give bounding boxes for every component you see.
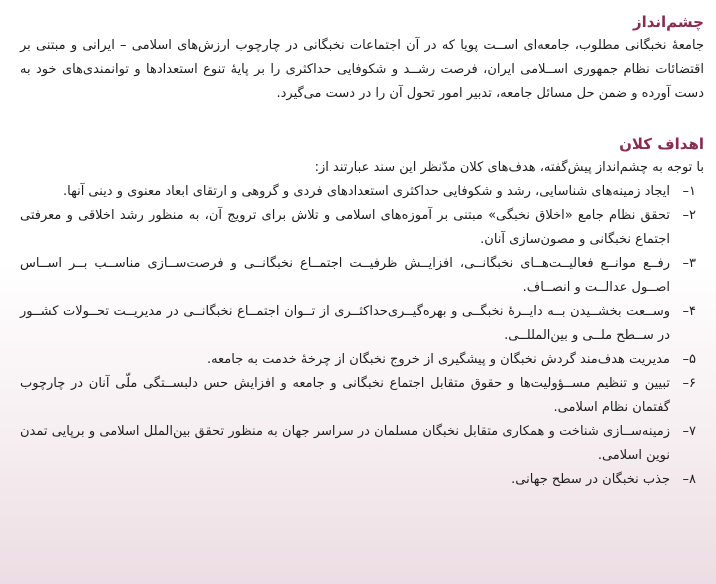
goal-text: مدیریت هدف‌مند گردش نخبگان و پیشگیری از خروج نخبگان از چرخهٔ خدمت به جامعه. [206,352,670,367]
vision-paragraph: جامعهٔ نخبگانی مطلوب، جامعه‌ای اســت پویا که در آن اجتماعات نخبگانی در چارچوب ارزش‌های اسلامی – ایرانی و مبتنی بر اقتضائات نظام جمهوری اســلامی ایران، فرصت رشــد و شکوفایی حداکثری را بر پایهٔ تنوع استعدادها و توانمندی‌های خود به دست آورده و ضمن حل مسائل جامعه، تدبیر امور تحول آن را در دست می‌گیرد. [20,38,704,101]
goal-item [20,420,704,468]
goals-heading: اهداف کلان [619,135,704,153]
goal-text: زمینه‌ســازی شناخت و همکاری متقابل نخبگان مسلمان در سراسر جهان به منظور تحقق بین‌الملل اسلامی و برپایی تمدن نوین اسلامی. [20,424,670,463]
goal-number: ۷– [682,424,696,439]
goal-item [20,204,704,252]
goals-list [20,180,704,492]
goal-text: تبیین و تنظیم مســؤولیت‌ها و حقوق متقابل اجتماع نخبگانی و جامعه و افزایش حس دلبســتگی ملّی آنان در چارچوب گفتمان نظام اسلامی. [20,376,670,415]
goal-number: ۱– [682,184,696,199]
section-spacer [20,106,704,132]
goal-number: ۸– [682,472,696,487]
goal-number: ۶– [682,376,696,391]
goal-item [20,468,704,492]
goals-intro: با توجه به چشم‌انداز پیش‌گفته، هدف‌های کلان مدّنظر این سند عبارتند از: [314,160,704,175]
vision-heading: چشم‌انداز [632,13,704,31]
goal-text: تحقق نظام جامع «اخلاق نخبگی» مبتنی بر آموزه‌های اسلامی و تلاش برای ترویج آن، به منظور رشد اخلاقی و معرفتی اجتماع نخبگانی و مصون‌سازی آنان. [20,208,670,247]
goal-item [20,372,704,420]
goal-text: ایجاد زمینه‌های شناسایی، رشد و شکوفایی حداکثری استعدادهای فردی و گروهی و ارتقای ابعاد معنوی و دینی آنها. [62,184,670,199]
goal-item [20,348,704,372]
goal-number: ۴– [682,304,696,319]
goal-number: ۲– [682,208,696,223]
goal-number: ۵– [682,352,696,367]
goal-item [20,252,704,300]
goal-text: جذب نخبگان در سطح جهانی. [511,472,670,487]
goal-item [20,180,704,204]
goal-item [20,300,704,348]
goal-number: ۳– [682,256,696,271]
goal-text: رفــع موانــع فعالیــت‌هــای نخبگانــی، افزایــش ظرفیــت اجتمــاع نخبگانــی و فرصت‌ســازی مناســب بــر اســاس اصــول عدالــت و انصــاف. [20,256,670,295]
goal-text: وســعت بخشــیدن بــه دایــرهٔ نخبگــی و بهره‌گیــری‌حداکثــری از تــوان اجتمــاع نخبگانــی در مدیریــت تحــولات کشــور در ســطح ملــی و بین‌المللــی. [20,304,670,343]
